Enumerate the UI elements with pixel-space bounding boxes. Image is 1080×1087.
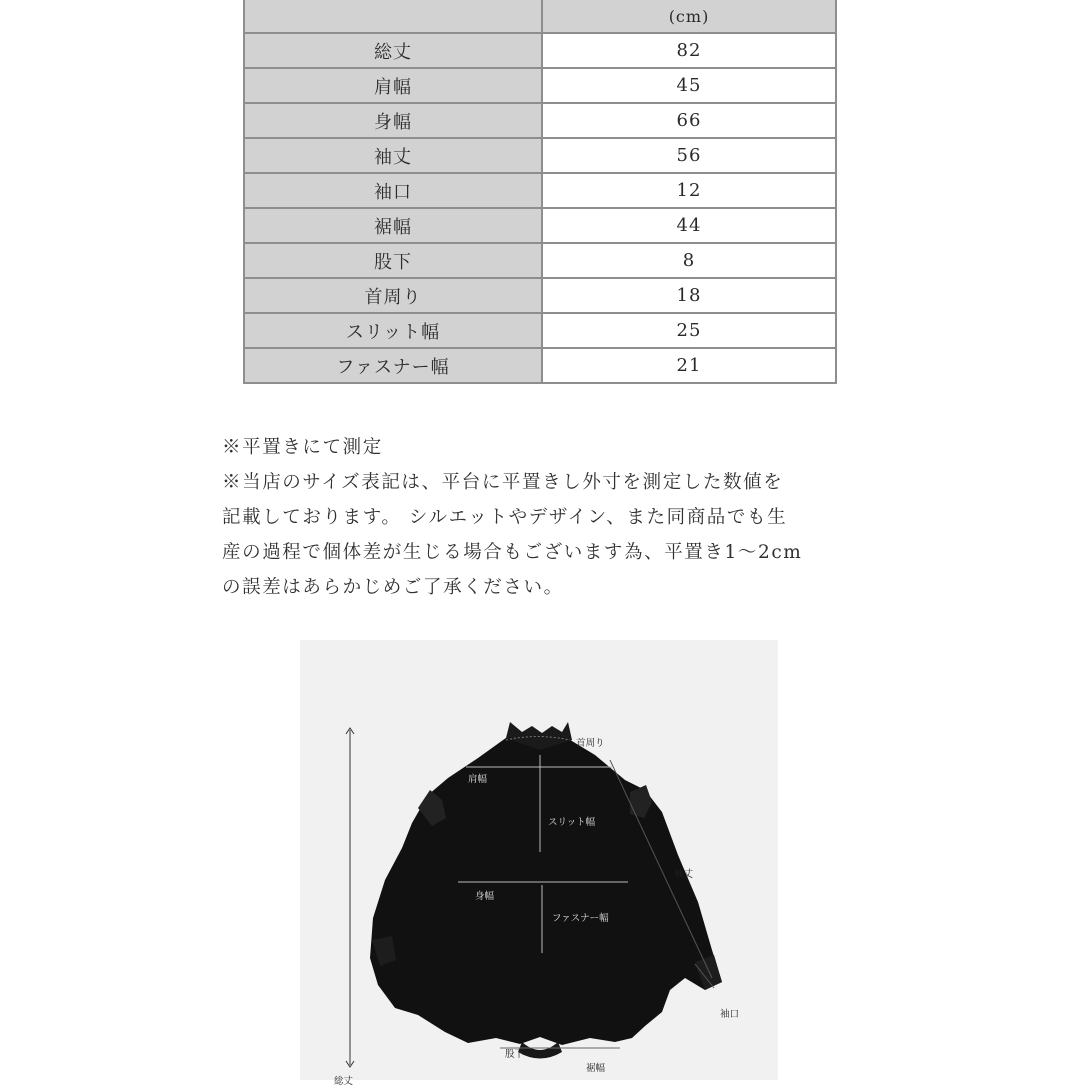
note-line: ※平置きにて測定 xyxy=(222,437,383,458)
row-label: 身幅 xyxy=(244,103,542,138)
label-neck: 首周り xyxy=(576,738,605,749)
row-label: スリット幅 xyxy=(244,313,542,348)
row-label: ファスナー幅 xyxy=(244,348,542,383)
table-row xyxy=(244,278,836,313)
table-row xyxy=(244,208,836,243)
table-row xyxy=(244,313,836,348)
note-line: 産の過程で個体差が生じる場合もございます為、平置き1〜2cm xyxy=(222,542,803,563)
table-header-row xyxy=(244,0,836,33)
size-table xyxy=(243,0,837,384)
label-hem: 裾幅 xyxy=(586,1063,606,1074)
row-value: 18 xyxy=(542,278,836,313)
label-inseam: 股下 xyxy=(505,1049,525,1060)
jacket-illustration xyxy=(300,640,778,1080)
note-line: ※当店のサイズ表記は、平台に平置きし外寸を測定した数値を xyxy=(222,472,784,493)
label-cuff: 袖口 xyxy=(720,1009,740,1020)
row-value: 25 xyxy=(542,313,836,348)
row-label: 袖丈 xyxy=(244,138,542,173)
garment-diagram xyxy=(300,640,778,1087)
row-label: 首周り xyxy=(244,278,542,313)
row-label: 裾幅 xyxy=(244,208,542,243)
table-row xyxy=(244,138,836,173)
table-row xyxy=(244,348,836,383)
row-label: 袖口 xyxy=(244,173,542,208)
row-value: 21 xyxy=(542,348,836,383)
table-row xyxy=(244,33,836,68)
row-value: 45 xyxy=(542,68,836,103)
row-value: 8 xyxy=(542,243,836,278)
row-label: 股下 xyxy=(244,243,542,278)
label-shoulder: 肩幅 xyxy=(468,774,488,785)
label-slit: スリット幅 xyxy=(548,817,596,828)
row-value: 56 xyxy=(542,138,836,173)
row-label: 肩幅 xyxy=(244,68,542,103)
label-sleeve-length: 袖丈 xyxy=(674,869,694,880)
row-value: 66 xyxy=(542,103,836,138)
row-label: 総丈 xyxy=(244,33,542,68)
measurement-notes xyxy=(222,430,882,605)
label-body-width: 身幅 xyxy=(475,891,495,902)
table-row xyxy=(244,243,836,278)
note-line: の誤差はあらかじめご了承ください。 xyxy=(222,577,564,598)
label-total-length: 総丈 xyxy=(334,1076,354,1087)
row-value: 44 xyxy=(542,208,836,243)
table-row xyxy=(244,173,836,208)
table-row xyxy=(244,103,836,138)
header-label-cell xyxy=(244,0,542,33)
label-zipper: ファスナー幅 xyxy=(552,913,609,924)
table-row xyxy=(244,68,836,103)
note-line: 記載しております。 シルエットやデザイン、また同商品でも生 xyxy=(222,507,788,528)
unit-header: (cm) xyxy=(542,0,836,33)
row-value: 82 xyxy=(542,33,836,68)
row-value: 12 xyxy=(542,173,836,208)
